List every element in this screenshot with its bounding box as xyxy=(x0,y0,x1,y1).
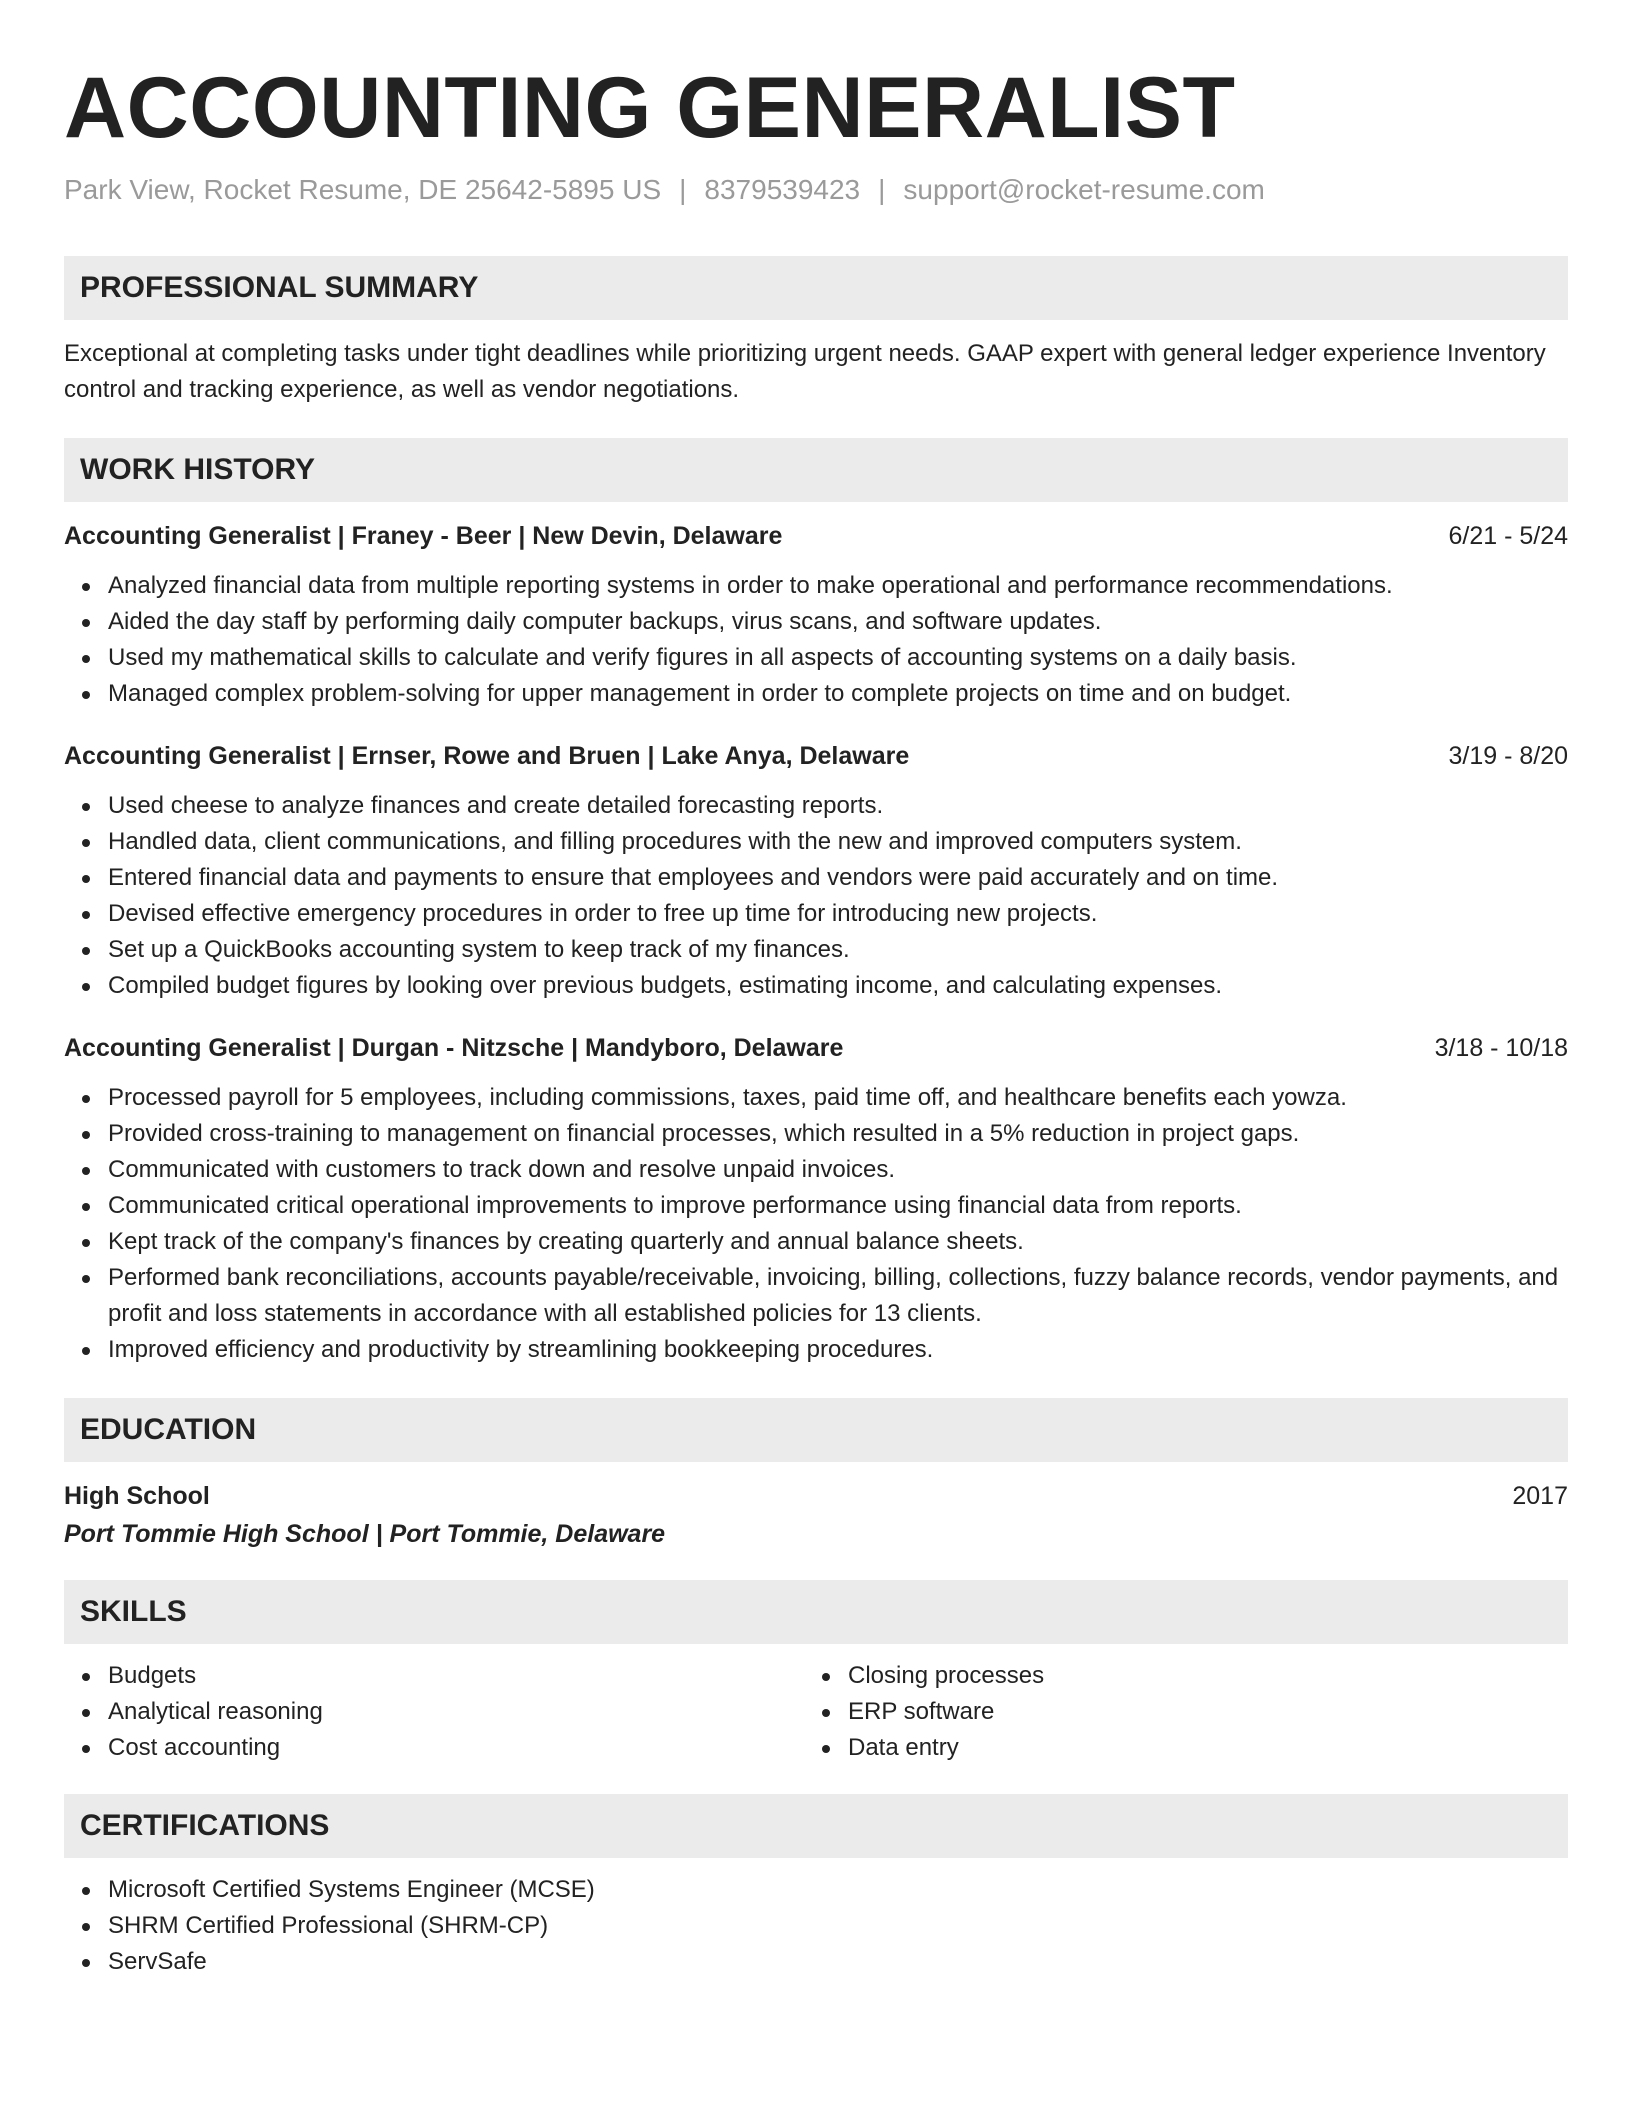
job-entry xyxy=(64,738,1568,1004)
skill-item: ERP software xyxy=(848,1694,1044,1730)
skill-item: Data entry xyxy=(848,1730,1044,1766)
contact-line xyxy=(64,172,1568,208)
summary-heading: PROFESSIONAL SUMMARY xyxy=(64,256,1568,320)
skills-column-right xyxy=(804,1658,1044,1766)
work-history-heading: WORK HISTORY xyxy=(64,438,1568,502)
job-dates: 3/19 - 8/20 xyxy=(1448,742,1568,770)
job-bullets xyxy=(64,1080,1568,1368)
job-bullet: Aided the day staff by performing daily computer backups, virus scans, and software updates. xyxy=(108,604,1568,640)
job-bullet: Performed bank reconciliations, accounts payable/receivable, invoicing, billing, collections, fuzzy balance records, vendor payments, and profit and loss statements in accordance with all established policies for 13 clients. xyxy=(108,1260,1568,1332)
job-bullet: Entered financial data and payments to ensure that employees and vendors were paid accurately and on time. xyxy=(108,860,1568,896)
skills-list xyxy=(804,1658,1044,1766)
summary-text: Exceptional at completing tasks under tight deadlines while prioritizing urgent needs. GAAP expert with general ledger experience Inventory control and tracking experience, as well as vendor negotiations. xyxy=(64,340,1546,403)
skill-item: Analytical reasoning xyxy=(108,1694,804,1730)
education-degree: High School xyxy=(64,1482,210,1510)
job-bullet: Improved efficiency and productivity by streamlining bookkeeping procedures. xyxy=(108,1332,1568,1368)
job-bullet: Analyzed financial data from multiple reporting systems in order to make operational and performance recommendations. xyxy=(108,568,1568,604)
education-section xyxy=(64,1398,1568,1552)
resume-name: ACCOUNTING GENERALIST xyxy=(64,60,1236,156)
skill-item: Cost accounting xyxy=(108,1730,804,1766)
job-bullet: Handled data, client communications, and filling procedures with the new and improved computers system. xyxy=(108,824,1568,860)
certification-item: SHRM Certified Professional (SHRM-CP) xyxy=(108,1908,1568,1944)
certifications-list xyxy=(64,1872,1568,1980)
skills-column-left xyxy=(64,1658,804,1766)
job-entry xyxy=(64,518,1568,712)
education-school: Port Tommie High School | Port Tommie, Delaware xyxy=(64,1520,666,1548)
job-header xyxy=(64,1030,1568,1066)
skill-item: Closing processes xyxy=(848,1658,1044,1694)
contact-separator: | xyxy=(679,174,687,205)
job-bullet: Devised effective emergency procedures in order to free up time for introducing new projects. xyxy=(108,896,1568,932)
education-heading: EDUCATION xyxy=(64,1398,1568,1462)
skills-list xyxy=(64,1658,804,1766)
skill-item: Budgets xyxy=(108,1658,804,1694)
job-dates: 6/21 - 5/24 xyxy=(1448,522,1568,550)
job-title: Accounting Generalist | Ernser, Rowe and Bruen | Lake Anya, Delaware xyxy=(64,742,910,770)
job-title: Accounting Generalist | Durgan - Nitzsche | Mandyboro, Delaware xyxy=(64,1034,844,1062)
job-bullet: Communicated critical operational improvements to improve performance using financial data from reports. xyxy=(108,1188,1568,1224)
job-title: Accounting Generalist | Franey - Beer | New Devin, Delaware xyxy=(64,522,783,550)
job-entry xyxy=(64,1030,1568,1368)
certification-item: Microsoft Certified Systems Engineer (MCSE) xyxy=(108,1872,1568,1908)
job-bullets xyxy=(64,788,1568,1004)
contact-address: Park View, Rocket Resume, DE 25642-5895 US xyxy=(64,174,662,205)
job-bullet: Communicated with customers to track down and resolve unpaid invoices. xyxy=(108,1152,1568,1188)
education-year: 2017 xyxy=(1512,1482,1568,1510)
job-bullet: Managed complex problem-solving for upper management in order to complete projects on time and on budget. xyxy=(108,676,1568,712)
job-bullet: Kept track of the company's finances by creating quarterly and annual balance sheets. xyxy=(108,1224,1568,1260)
job-bullets xyxy=(64,568,1568,712)
contact-separator: | xyxy=(878,174,886,205)
skills-section xyxy=(64,1580,1568,1766)
job-bullet: Provided cross-training to management on financial processes, which resulted in a 5% reduction in project gaps. xyxy=(108,1116,1568,1152)
job-header xyxy=(64,518,1568,554)
job-dates: 3/18 - 10/18 xyxy=(1434,1034,1568,1062)
certifications-section xyxy=(64,1794,1568,1980)
job-bullet: Compiled budget figures by looking over previous budgets, estimating income, and calculating expenses. xyxy=(108,968,1568,1004)
job-bullet: Used cheese to analyze finances and create detailed forecasting reports. xyxy=(108,788,1568,824)
job-bullet: Processed payroll for 5 employees, including commissions, taxes, paid time off, and healthcare benefits each yowza. xyxy=(108,1080,1568,1116)
job-bullet: Set up a QuickBooks accounting system to keep track of my finances. xyxy=(108,932,1568,968)
summary-section xyxy=(64,256,1568,408)
education-header xyxy=(64,1478,1568,1514)
job-bullet: Used my mathematical skills to calculate and verify figures in all aspects of accounting systems on a daily basis. xyxy=(108,640,1568,676)
skills-heading: SKILLS xyxy=(64,1580,1568,1644)
contact-phone: 8379539423 xyxy=(704,174,861,205)
certification-item: ServSafe xyxy=(108,1944,1568,1980)
job-header xyxy=(64,738,1568,774)
certifications-heading: CERTIFICATIONS xyxy=(64,1794,1568,1858)
skills-grid xyxy=(64,1658,1568,1766)
contact-email: support@rocket-resume.com xyxy=(903,174,1265,205)
work-history-section xyxy=(64,438,1568,1368)
